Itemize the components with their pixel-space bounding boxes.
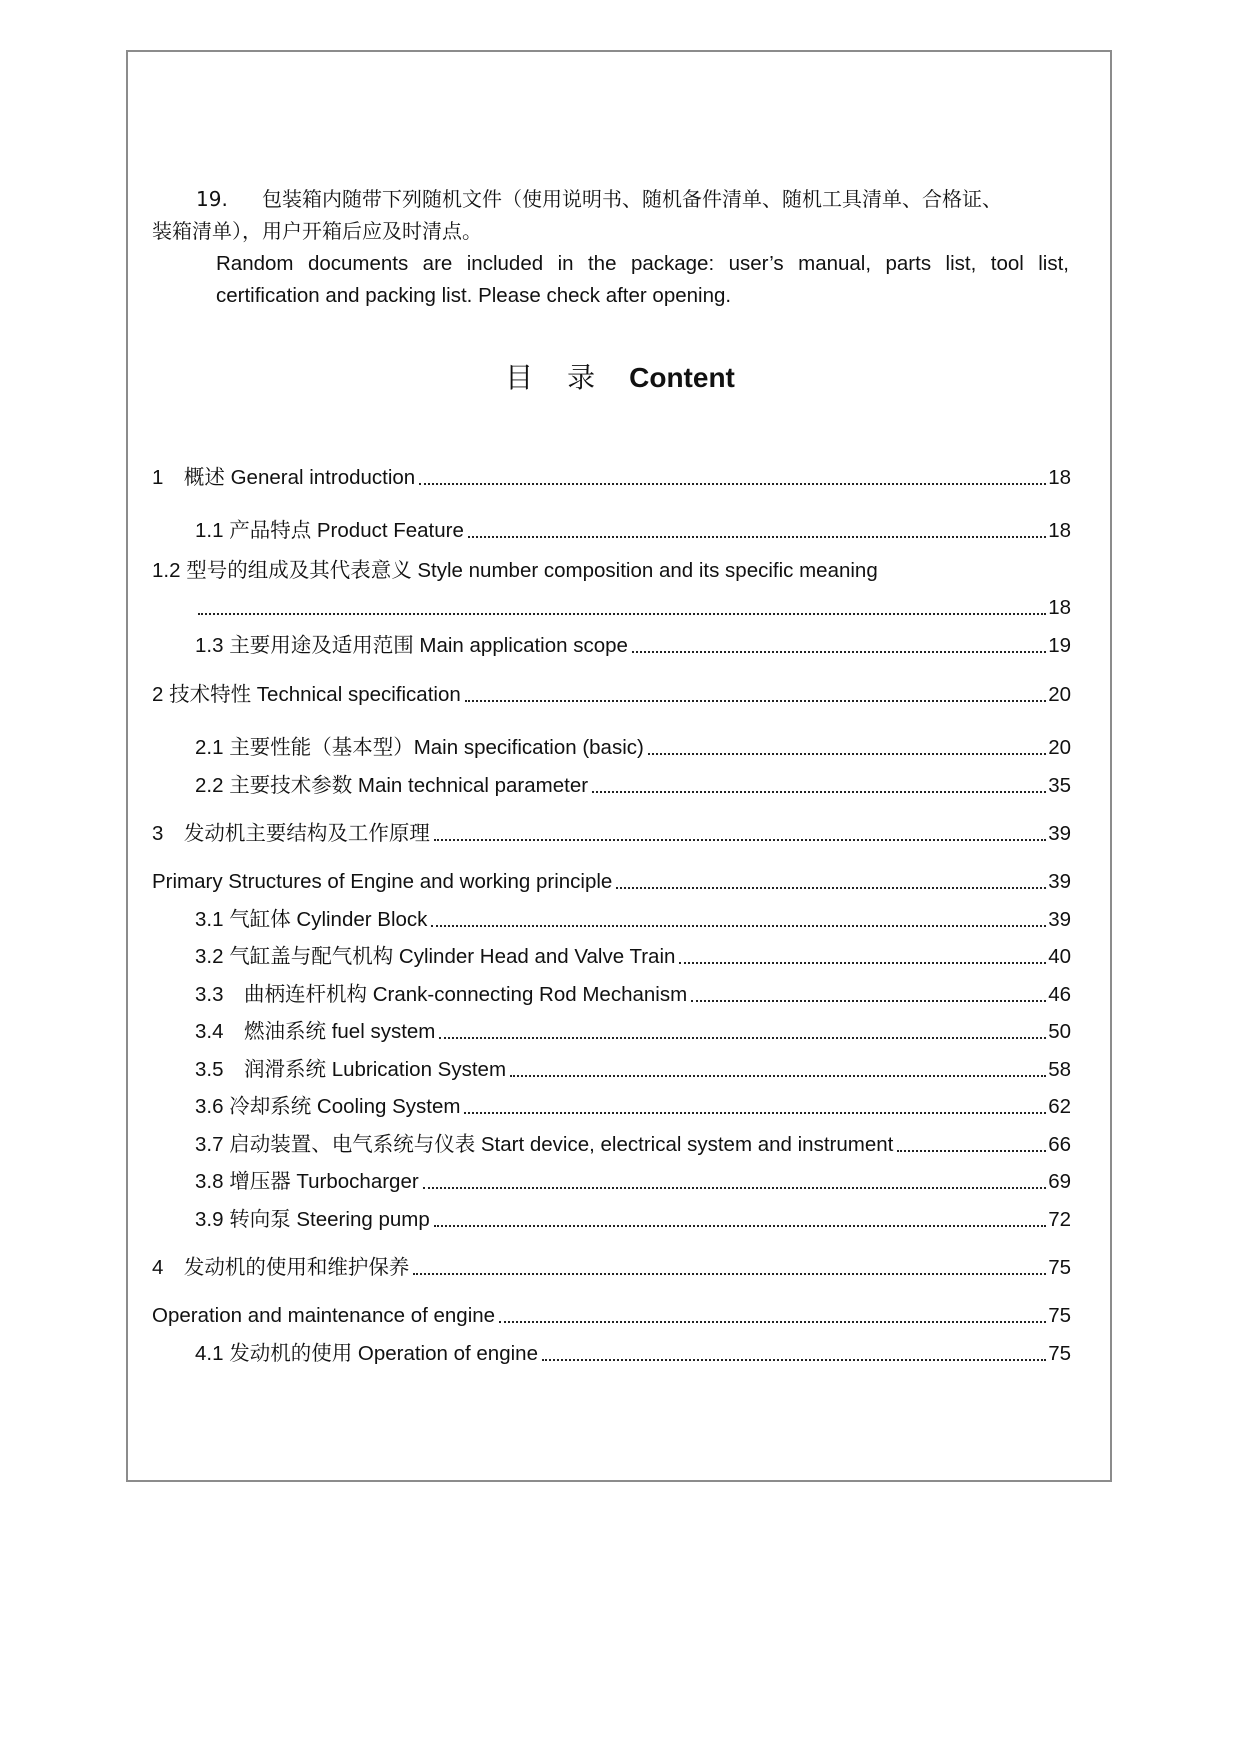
toc-entry-title: 3.1 气缸体 Cylinder Block (195, 908, 428, 931)
toc-leader-dots (897, 1136, 1046, 1152)
toc-entry-title: 1 概述 General introduction (152, 466, 416, 489)
toc-leader-dots (464, 1098, 1046, 1114)
toc-heading-cn: 目录 (505, 361, 630, 394)
toc-entry-title: 3.4 燃油系统 fuel system (195, 1020, 436, 1043)
toc-leader-dots (632, 637, 1046, 653)
toc-entry-title: 2.1 主要性能（基本型）Main specification (basic) (195, 736, 644, 759)
toc-entry-page: 72 (1048, 1208, 1071, 1231)
toc-leader-dots (499, 1307, 1046, 1323)
toc-entry-title: 3 发动机主要结构及工作原理 (152, 822, 430, 845)
toc-entry-title: 1.3 主要用途及适用范围 Main application scope (195, 634, 628, 657)
toc-entry-page: 75 (1048, 1256, 1071, 1279)
toc-entry-title: Operation and maintenance of engine (152, 1304, 496, 1327)
toc-leader-dots (691, 986, 1046, 1002)
toc-leader-dots (413, 1259, 1046, 1275)
toc-entry-1[interactable] (152, 460, 1071, 490)
toc-entry-1-2[interactable] (198, 590, 1071, 620)
toc-entry-title: 3.3 曲柄连杆机构 Crank-connecting Rod Mechanism (195, 983, 688, 1006)
toc-entry-page: 50 (1048, 1020, 1071, 1043)
toc-entry-3-7[interactable] (195, 1127, 1071, 1157)
toc-leader-dots (419, 469, 1046, 485)
toc-entry-page: 46 (1048, 983, 1071, 1006)
toc-entry-page: 39 (1048, 870, 1071, 893)
toc-entry-3-4[interactable] (195, 1014, 1071, 1044)
toc-entry-2[interactable] (152, 677, 1071, 707)
toc-entry-title: Primary Structures of Engine and working principle (152, 870, 613, 893)
toc-entry-4[interactable] (152, 1250, 1071, 1280)
toc-entry-title: 3.8 增压器 Turbocharger (195, 1170, 419, 1193)
toc-entry-page: 39 (1048, 822, 1071, 845)
toc-entry-page: 62 (1048, 1095, 1071, 1118)
toc-entry-page: 75 (1048, 1342, 1071, 1365)
toc-entry-page: 69 (1048, 1170, 1071, 1193)
toc-leader-dots (679, 948, 1046, 964)
toc-leader-dots (439, 1023, 1046, 1039)
toc-entry-page: 35 (1048, 774, 1071, 797)
toc-entry-title: 1.1 产品特点 Product Feature (195, 519, 464, 542)
toc-entry-title: 3.7 启动装置、电气系统与仪表 Start device, electrical system and instrument (195, 1133, 894, 1156)
toc-entry-page: 40 (1048, 945, 1071, 968)
toc-entry-4-1[interactable] (195, 1336, 1071, 1366)
toc-entry-title: 3.6 冷却系统 Cooling System (195, 1095, 461, 1118)
toc-leader-dots (434, 1211, 1046, 1227)
toc-entry-title: 4 发动机的使用和维护保养 (152, 1256, 410, 1279)
intro-number: 19. (196, 187, 228, 211)
toc-entry-1-1[interactable] (195, 513, 1071, 543)
toc-entry-3[interactable] (152, 816, 1071, 846)
toc-entry-title: 2 技术特性 Technical specification (152, 683, 461, 706)
toc-entry-page: 19 (1048, 634, 1071, 657)
intro-cn-line1 (152, 183, 1072, 215)
toc-entry-title: 3.2 气缸盖与配气机构 Cylinder Head and Valve Train (195, 945, 676, 968)
toc-entry-page: 20 (1048, 736, 1071, 759)
toc-entry-3-9[interactable] (195, 1202, 1071, 1232)
toc-leader-dots (434, 825, 1046, 841)
toc-leader-dots (592, 777, 1046, 793)
toc-entry-page: 18 (1048, 596, 1071, 619)
toc-entry-3-5[interactable] (195, 1052, 1071, 1082)
toc-entry-1-3[interactable] (195, 628, 1071, 658)
toc-entry-title: 3.5 润滑系统 Lubrication System (195, 1058, 507, 1081)
toc-entry-page: 18 (1048, 466, 1071, 489)
toc-heading-en: Content (629, 362, 735, 393)
toc-leader-dots (510, 1061, 1046, 1077)
toc-entry-1-2-title[interactable]: 1.2 型号的组成及其代表意义 Style number composition and its specific meaning (152, 559, 878, 582)
toc-entry-page: 18 (1048, 519, 1071, 542)
toc-leader-dots (542, 1345, 1046, 1361)
toc-leader-dots (465, 686, 1046, 702)
toc-entry-3-2[interactable] (195, 939, 1071, 969)
toc-leader-dots (616, 873, 1046, 889)
toc-entry-3-6[interactable] (195, 1089, 1071, 1119)
toc-heading (0, 356, 1240, 396)
toc-leader-dots (648, 739, 1046, 755)
toc-leader-dots (423, 1173, 1046, 1189)
toc-entry-page: 58 (1048, 1058, 1071, 1081)
toc-entry-page: 66 (1048, 1133, 1071, 1156)
toc-entry-3-3[interactable] (195, 977, 1071, 1007)
toc-entry-2-1[interactable] (195, 730, 1071, 760)
intro-en-paragraph: Random documents are included in the package: user’s manual, parts list, tool list, certification and packing list. Please check after opening. (216, 252, 1069, 307)
toc-entry-title: 4.1 发动机的使用 Operation of engine (195, 1342, 538, 1365)
toc-entry-2-2[interactable] (195, 768, 1071, 798)
toc-leader-dots (431, 911, 1046, 927)
toc-entry-page: 20 (1048, 683, 1071, 706)
toc-leader-dots (198, 599, 1046, 615)
intro-cn-text1: 包装箱内随带下列随机文件（使用说明书、随机备件清单、随机工具清单、合格证、 (262, 187, 1002, 211)
toc-entry-title: 3.9 转向泵 Steering pump (195, 1208, 430, 1231)
toc-entry-3-8[interactable] (195, 1164, 1071, 1194)
toc-entry-3-en[interactable] (152, 864, 1071, 894)
intro-cn-line2: 装箱清单），用户开箱后应及时清点。 (152, 219, 482, 243)
toc-entry-page: 39 (1048, 908, 1071, 931)
toc-leader-dots (468, 522, 1046, 538)
toc-entry-3-1[interactable] (195, 902, 1071, 932)
toc-entry-4-en[interactable] (152, 1298, 1071, 1328)
toc-entry-title: 2.2 主要技术参数 Main technical parameter (195, 774, 589, 797)
toc-entry-page: 75 (1048, 1304, 1071, 1327)
